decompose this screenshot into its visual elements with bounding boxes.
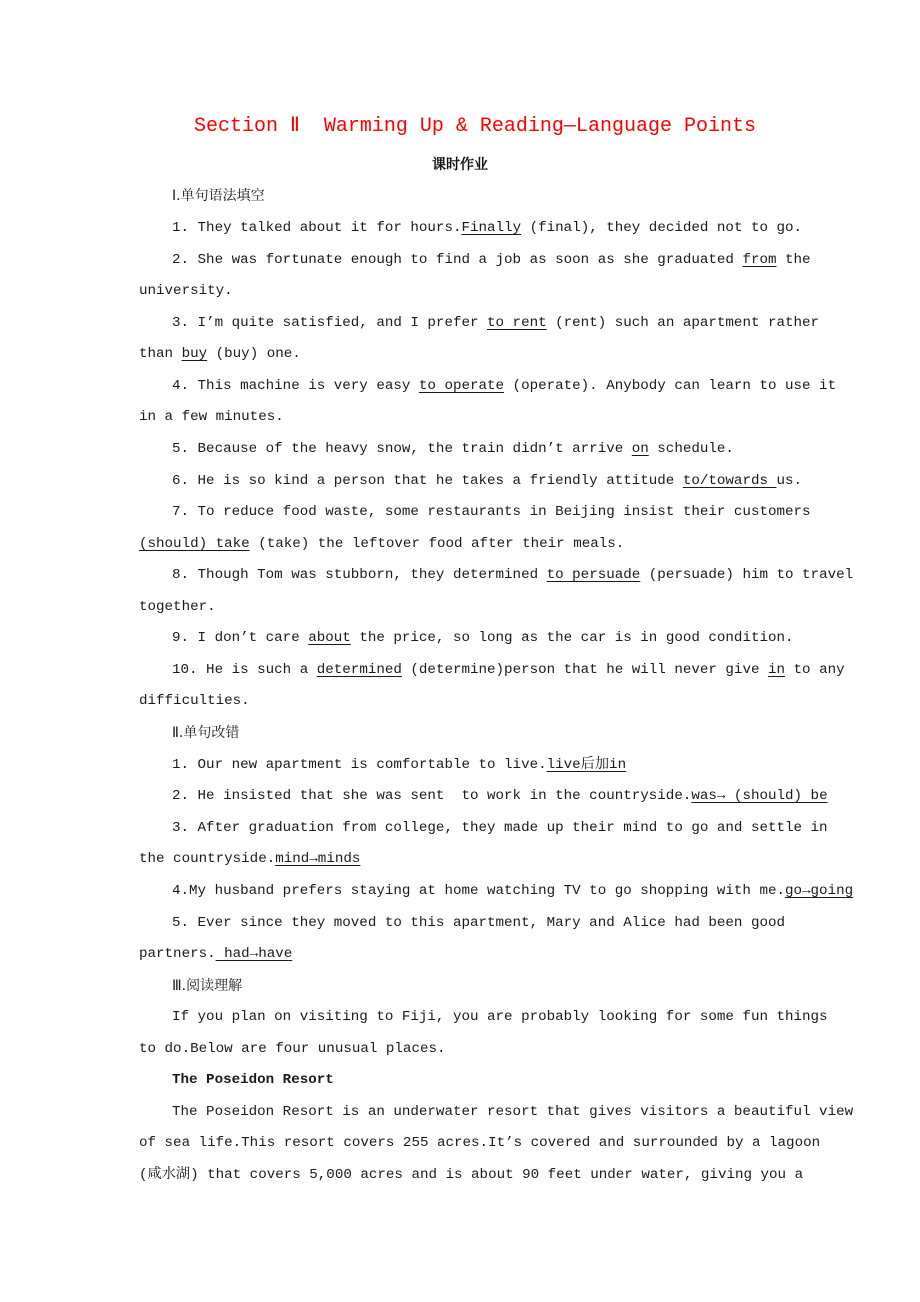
s1-item-2 [172,251,811,269]
question-text: the [776,252,811,268]
s1-item-10 [172,661,845,679]
question-text: 3. I’m quite satisfied, and I prefer [172,315,488,331]
s1-item-8 [172,566,853,584]
question-text: 4. This machine is very easy [172,378,419,394]
answer: had→have [215,946,293,962]
question-text: schedule. [648,441,734,457]
answer: determined [316,662,402,678]
answer: to/towards [682,473,777,489]
question-text: (buy) one. [207,346,301,362]
question-text: (take) the leftover food after their meals. [249,536,625,552]
s1-item-3 [172,314,819,332]
question-text: 1. They talked about it for hours. [172,220,462,236]
answer: live后加in [546,757,627,773]
s1-item-9 [172,629,794,647]
question-text: 1. Our new apartment is comfortable to live. [172,757,547,773]
s1-item-4 [172,377,836,395]
answer: was→ (should) be [691,788,828,804]
answer: buy [181,346,208,362]
answer: to operate [418,378,505,394]
answer: mind→minds [275,851,361,867]
question-text: 4.My husband prefers staying at home watching TV to go shopping with me. [172,883,785,899]
page-subtitle: 课时作业 [432,157,488,173]
question-text: than [139,346,182,362]
answer: to rent [487,315,547,331]
question-text: 5. Because of the heavy snow, the train didn’t arrive [172,441,632,457]
s1-item-8-cont: together. [139,599,216,615]
s2-item-1 [172,756,626,774]
s2-item-4 [172,882,853,900]
question-text: (rent) such an apartment rather [546,315,820,331]
reading-intro-line-1: If you plan on visiting to Fiji, you are probably looking for some fun things [172,1009,828,1025]
question-text: 9. I don’t care [172,630,309,646]
question-text: (final), they decided not to go. [521,220,803,236]
question-text: 2. She was fortunate enough to find a job as soon as she graduated [172,252,743,268]
s1-item-6 [172,472,802,490]
question-text: to any [785,662,845,678]
reading-intro-line-2: to do.Below are four unusual places. [139,1041,446,1057]
question-text: 2. He insisted that she was sent to work in the countryside. [172,788,692,804]
s2-item-3: 3. After graduation from college, they made up their mind to go and settle in [172,820,828,836]
answer: Finally [461,220,522,236]
reading-paragraph-line-3: (咸水湖) that covers 5,000 acres and is about 90 feet under water, giving you a [139,1167,804,1183]
question-text: the countryside. [139,851,276,867]
reading-paragraph-line-1: The Poseidon Resort is an underwater resort that gives visitors a beautiful view [172,1104,854,1120]
s1-item-5 [172,440,734,458]
question-text: us. [776,473,803,489]
question-text: 6. He is so kind a person that he takes a friendly attitude [172,473,683,489]
s1-item-3-cont [139,345,301,363]
question-text: (persuade) him to travel [640,567,854,583]
answer: about [308,630,351,646]
question-text: (determine)person that he will never give [401,662,768,678]
answer: go→going [785,883,854,899]
answer: (should) take [139,536,250,552]
s1-item-2-cont: university. [139,283,233,299]
answer: in [768,662,786,678]
question-text: 8. Though Tom was stubborn, they determined [172,567,547,583]
section-3-heading: Ⅲ.阅读理解 [172,978,243,994]
answer: on [631,441,649,457]
reading-paragraph-line-2: of sea life.This resort covers 255 acres.It’s covered and surrounded by a lagoon [139,1135,821,1151]
s1-item-4-cont: in a few minutes. [139,409,284,425]
answer: from [742,252,777,268]
s1-item-7-cont [139,535,624,553]
section-2-heading: Ⅱ.单句改错 [172,725,240,741]
s1-item-1 [172,219,802,237]
question-text: the price, so long as the car is in good condition. [350,630,794,646]
s1-item-7: 7. To reduce food waste, some restaurants in Beijing insist their customers [172,504,811,520]
reading-subheading: The Poseidon Resort [172,1072,334,1088]
s2-item-3-cont [139,850,360,868]
question-text: partners. [139,946,216,962]
s2-item-5: 5. Ever since they moved to this apartment, Mary and Alice had been good [172,915,785,931]
answer: to persuade [546,567,641,583]
question-text: 10. He is such a [172,662,317,678]
page-title: Section Ⅱ Warming Up & Reading—Language Points [194,115,756,138]
s2-item-2 [172,787,828,805]
section-1-heading: Ⅰ.单句语法填空 [172,188,265,204]
question-text: (operate). Anybody can learn to use it [504,378,837,394]
s1-item-10-cont: difficulties. [139,693,250,709]
s2-item-5-cont [139,945,292,963]
